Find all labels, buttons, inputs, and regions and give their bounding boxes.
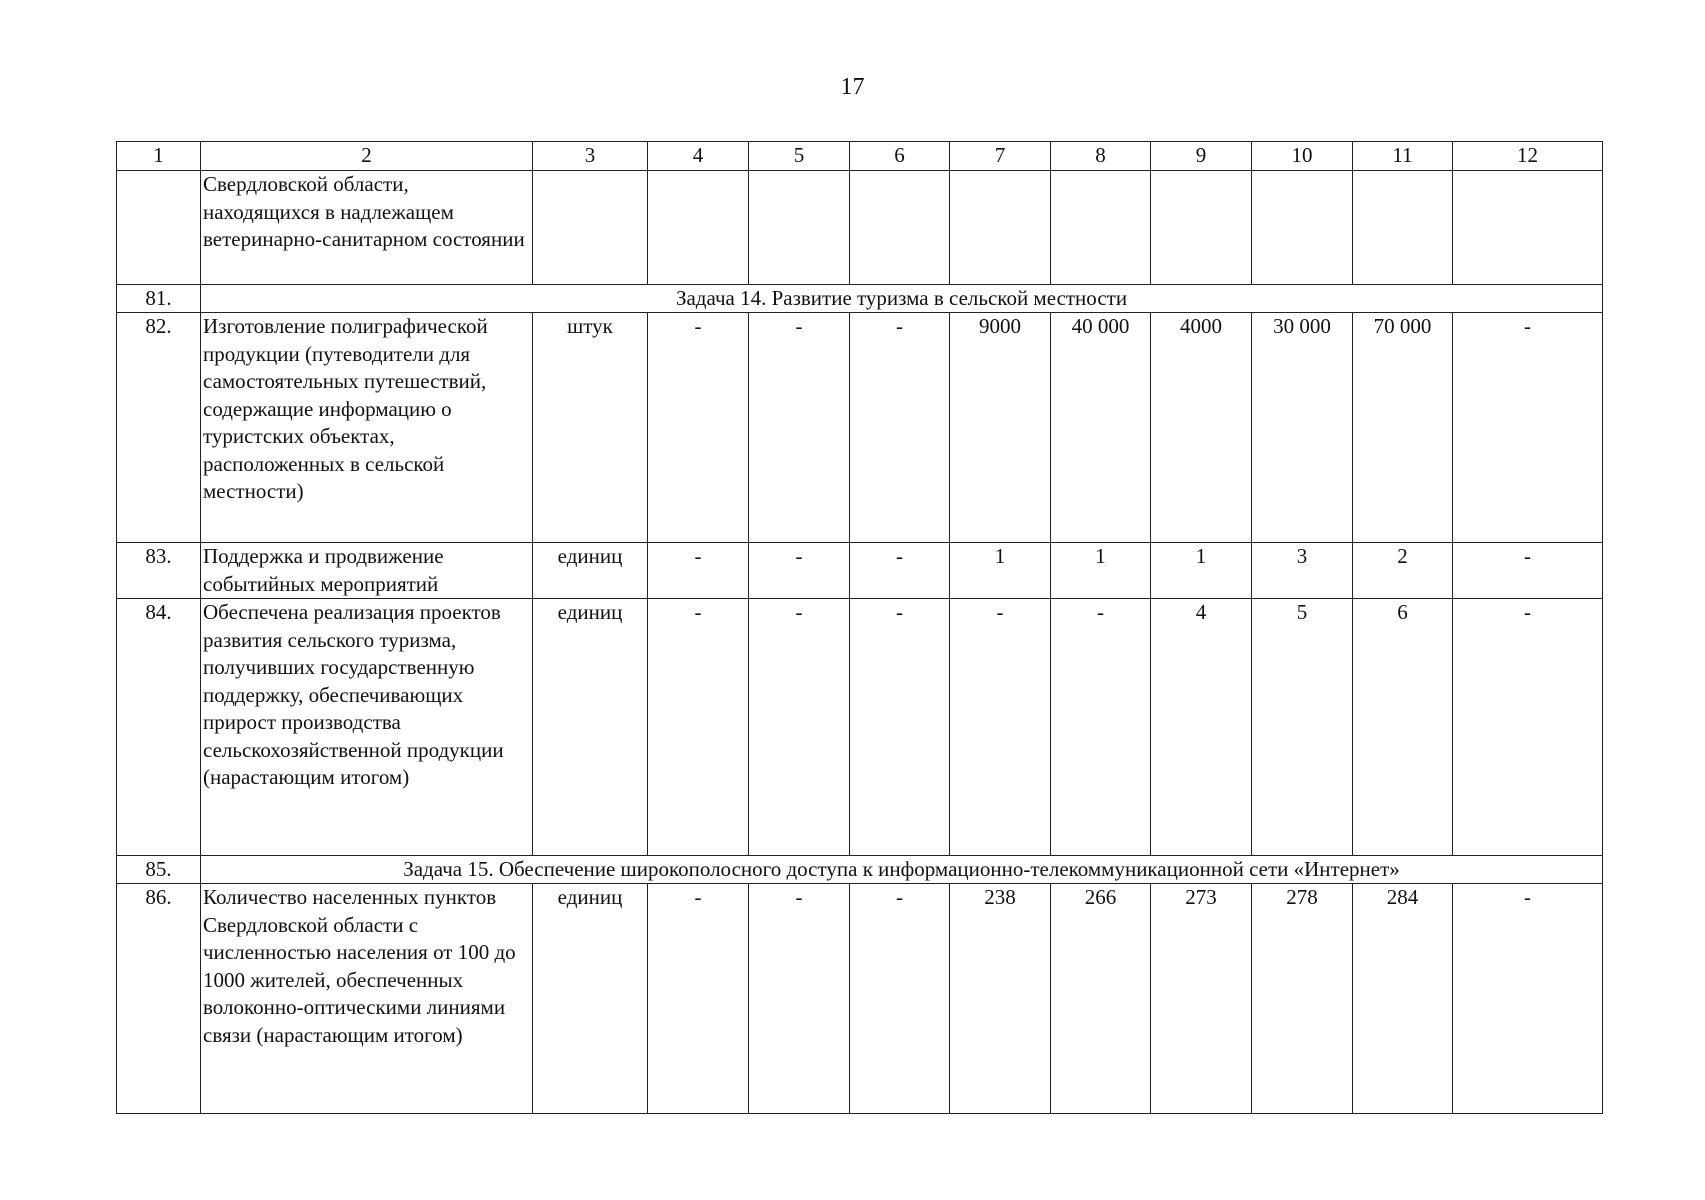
- value-cell: -: [950, 599, 1051, 856]
- unit-cell: штук: [533, 313, 648, 543]
- column-header: 2: [201, 142, 533, 171]
- column-header: 5: [749, 142, 850, 171]
- column-header: 12: [1453, 142, 1603, 171]
- task-title: Задача 15. Обеспечение широкополосного доступа к информационно-телекоммуникационной сети «Интернет»: [201, 856, 1603, 884]
- value-cell: -: [1453, 599, 1603, 856]
- column-header: 4: [648, 142, 749, 171]
- value-cell: 1: [1151, 543, 1252, 599]
- value-cell: 30 000: [1252, 313, 1353, 543]
- table-cell: [1353, 171, 1453, 285]
- value-cell: -: [1453, 543, 1603, 599]
- value-cell: 5: [1252, 599, 1353, 856]
- value-cell: -: [648, 599, 749, 856]
- table-cell: [1151, 171, 1252, 285]
- value-cell: -: [850, 313, 950, 543]
- row-description: Количество населенных пунктов Свердловской области с численностью населения от 100 до 1000 жителей, обеспеченных волоконно-оптическими линиями связи (нарастающим итогом): [201, 884, 533, 1114]
- value-cell: 4000: [1151, 313, 1252, 543]
- column-header: 1: [117, 142, 201, 171]
- value-cell: 4: [1151, 599, 1252, 856]
- unit-cell: единиц: [533, 543, 648, 599]
- value-cell: 284: [1353, 884, 1453, 1114]
- value-cell: -: [749, 884, 850, 1114]
- value-cell: -: [648, 543, 749, 599]
- value-cell: -: [749, 543, 850, 599]
- value-cell: -: [749, 313, 850, 543]
- value-cell: -: [850, 543, 950, 599]
- table-row: [117, 171, 1603, 285]
- unit-cell: единиц: [533, 884, 648, 1114]
- row-number: 86.: [117, 884, 201, 1114]
- table-header-row: [117, 142, 1603, 171]
- table-row: [117, 884, 1603, 1114]
- value-cell: 238: [950, 884, 1051, 1114]
- column-header: 3: [533, 142, 648, 171]
- indicators-table: [116, 141, 1603, 1114]
- task-row: [117, 285, 1603, 313]
- row-description: Поддержка и продвижение событийных мероприятий: [201, 543, 533, 599]
- value-cell: 273: [1151, 884, 1252, 1114]
- row-number: 81.: [117, 285, 201, 313]
- value-cell: -: [850, 884, 950, 1114]
- page-number: 17: [840, 74, 865, 100]
- column-header: 7: [950, 142, 1051, 171]
- row-description: Изготовление полиграфической продукции (путеводители для самостоятельных путешествий, содержащие информацию о туристских объектах, расположенных в сельской местности): [201, 313, 533, 543]
- row-number: [117, 171, 201, 285]
- column-header: 6: [850, 142, 950, 171]
- table-cell: [850, 171, 950, 285]
- table-cell: [648, 171, 749, 285]
- table-row: [117, 313, 1603, 543]
- row-description: Свердловской области, находящихся в надлежащем ветеринарно-санитарном состоянии: [201, 171, 533, 285]
- column-header: 11: [1353, 142, 1453, 171]
- value-cell: 9000: [950, 313, 1051, 543]
- table-cell: [1051, 171, 1151, 285]
- column-header: 8: [1051, 142, 1151, 171]
- table-cell: [533, 171, 648, 285]
- value-cell: 6: [1353, 599, 1453, 856]
- table-cell: [1252, 171, 1353, 285]
- row-number: 85.: [117, 856, 201, 884]
- task-title: Задача 14. Развитие туризма в сельской местности: [201, 285, 1603, 313]
- table-row: [117, 543, 1603, 599]
- value-cell: -: [1453, 313, 1603, 543]
- value-cell: -: [1453, 884, 1603, 1114]
- row-number: 83.: [117, 543, 201, 599]
- row-number: 84.: [117, 599, 201, 856]
- unit-cell: единиц: [533, 599, 648, 856]
- column-header: 10: [1252, 142, 1353, 171]
- task-row: [117, 856, 1603, 884]
- value-cell: -: [648, 313, 749, 543]
- value-cell: 266: [1051, 884, 1151, 1114]
- table-cell: [1453, 171, 1603, 285]
- table-cell: [749, 171, 850, 285]
- value-cell: -: [749, 599, 850, 856]
- row-number: 82.: [117, 313, 201, 543]
- value-cell: 3: [1252, 543, 1353, 599]
- row-description: Обеспечена реализация проектов развития сельского туризма, получивших государственную поддержку, обеспечивающих прирост производства сельскохозяйственной продукции (нарастающим итогом): [201, 599, 533, 856]
- value-cell: 278: [1252, 884, 1353, 1114]
- table-row: [117, 599, 1603, 856]
- column-header: 9: [1151, 142, 1252, 171]
- value-cell: 1: [1051, 543, 1151, 599]
- value-cell: 2: [1353, 543, 1453, 599]
- value-cell: -: [1051, 599, 1151, 856]
- value-cell: -: [850, 599, 950, 856]
- value-cell: 70 000: [1353, 313, 1453, 543]
- value-cell: -: [648, 884, 749, 1114]
- value-cell: 1: [950, 543, 1051, 599]
- value-cell: 40 000: [1051, 313, 1151, 543]
- table-cell: [950, 171, 1051, 285]
